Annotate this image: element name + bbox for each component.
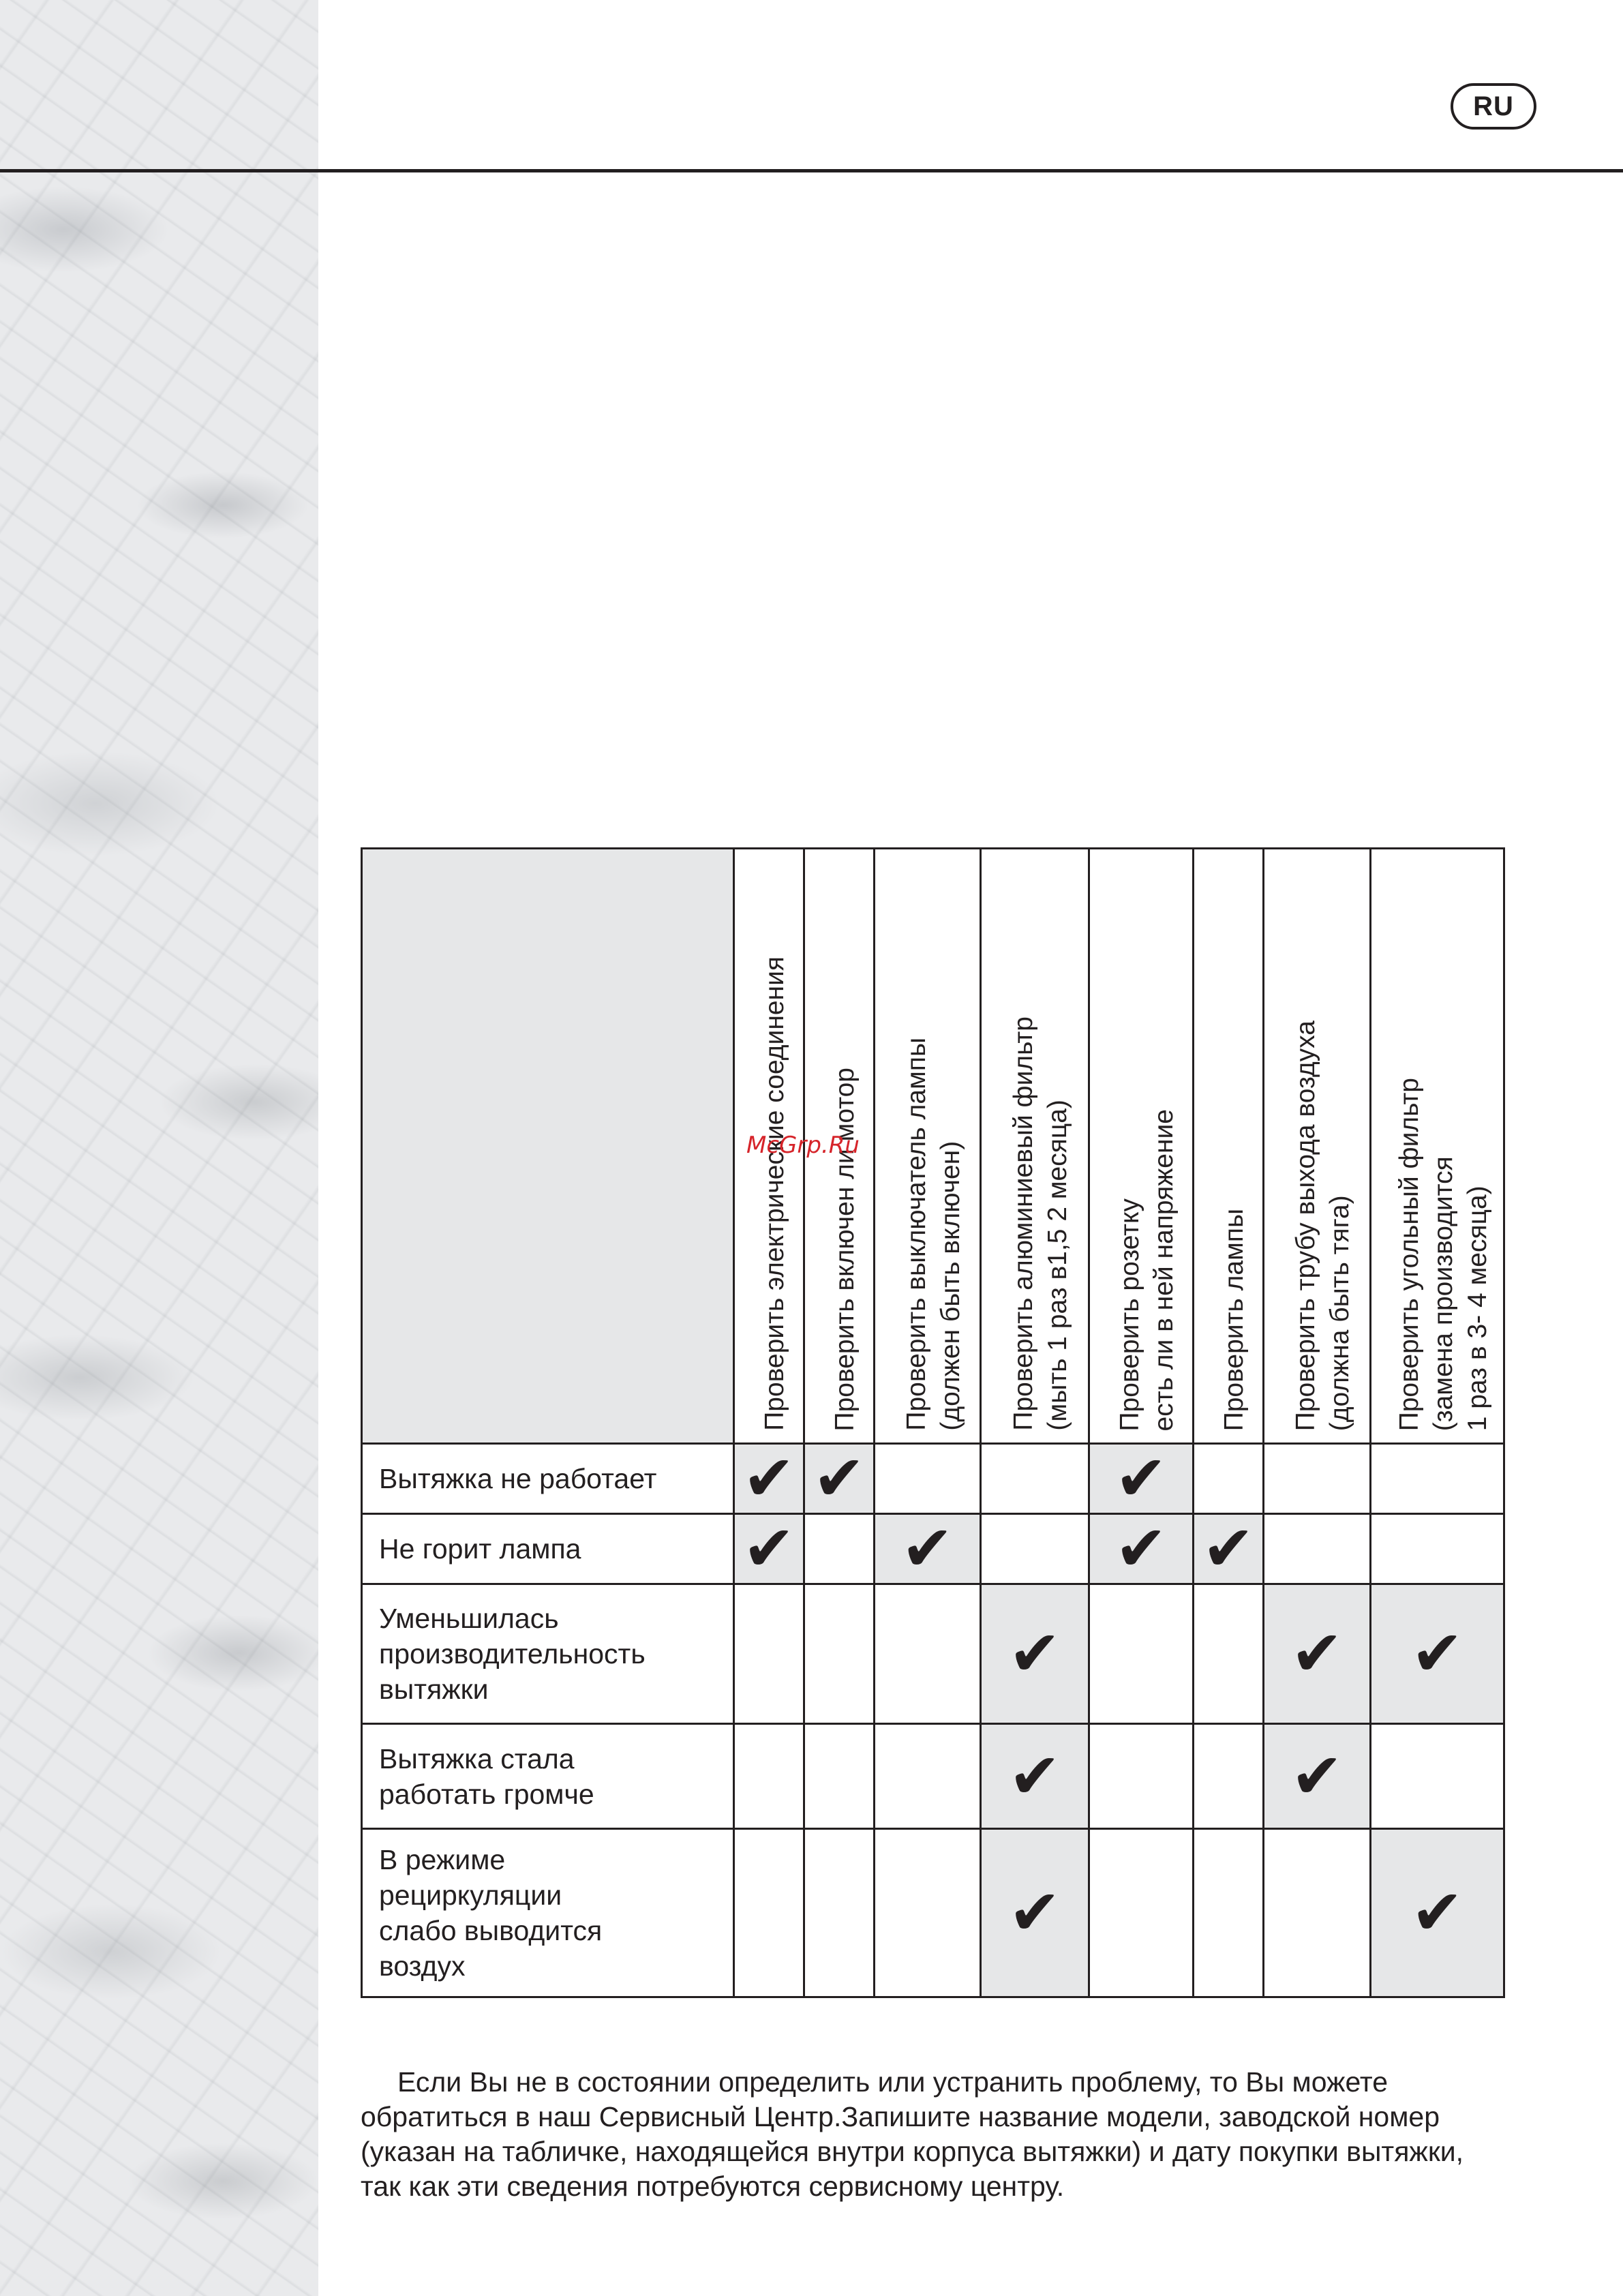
table-cell — [804, 1514, 875, 1584]
column-header — [981, 849, 1089, 1444]
table-cell — [1371, 1724, 1504, 1829]
row-label: Не горит лампа — [362, 1514, 734, 1584]
table-cell — [1371, 1829, 1504, 1997]
language-badge: RU — [1451, 83, 1536, 130]
table-cell — [875, 1444, 981, 1514]
table-cell — [875, 1829, 981, 1997]
row-label: Вытяжка стала работать громче — [362, 1724, 734, 1829]
column-header-label: Проверить электрические соединения — [760, 956, 789, 1431]
table-cell — [1264, 1584, 1371, 1724]
column-header — [1089, 849, 1194, 1444]
table-cell — [734, 1514, 804, 1584]
table-cell — [804, 1584, 875, 1724]
table-row — [362, 1584, 1504, 1724]
table-cell — [1194, 1444, 1264, 1514]
column-header-label: Проверить угольный фильтр (замена производится 1 раз в 3- 4 месяца) — [1394, 1077, 1492, 1431]
table-cell — [1194, 1514, 1264, 1584]
table-header-row — [362, 849, 1504, 1444]
table-row — [362, 1724, 1504, 1829]
checkmark-icon: ✔ — [1008, 1876, 1061, 1949]
watermark: McGrp.Ru — [746, 1132, 860, 1159]
table-cell — [1371, 1444, 1504, 1514]
column-header-label: Проверить лампы — [1219, 1208, 1249, 1431]
table-cell — [804, 1444, 875, 1514]
table-cell — [981, 1829, 1089, 1997]
table-cell — [734, 1584, 804, 1724]
column-header — [1264, 849, 1371, 1444]
checkmark-icon: ✔ — [1114, 1442, 1168, 1515]
table-cell — [1264, 1724, 1371, 1829]
table-cell — [734, 1444, 804, 1514]
footer-note: Если Вы не в состоянии определить или устранить проблему, то Вы можете обратиться в наш Сервисный Центр.Запишите название модели, заводской номер (указан на табличке, находящейся внутри корпуса вытяжки) и дату покупки вытяжки, так как эти сведения потребуются сервисному центру. — [361, 2066, 1464, 2202]
checkmark-icon: ✔ — [742, 1442, 795, 1515]
table-cell — [981, 1724, 1089, 1829]
table-cell — [981, 1514, 1089, 1584]
checkmark-icon: ✔ — [1202, 1512, 1255, 1585]
marble-side-panel — [0, 0, 318, 2296]
table-cell — [804, 1829, 875, 1997]
checkmark-icon: ✔ — [1008, 1617, 1061, 1690]
table-cell — [1089, 1584, 1194, 1724]
table-cell — [1194, 1829, 1264, 1997]
row-label: В режиме рециркуляции слабо выводится воздух — [362, 1829, 734, 1997]
checkmark-icon: ✔ — [1008, 1739, 1061, 1813]
table-row — [362, 1514, 1504, 1584]
checkmark-icon: ✔ — [1114, 1512, 1168, 1585]
table-cell — [1194, 1724, 1264, 1829]
column-header-label: Проверить включен ли мотор — [830, 1067, 860, 1431]
header-divider — [0, 169, 1623, 172]
table-cell — [875, 1724, 981, 1829]
column-header — [875, 849, 981, 1444]
table-cell — [875, 1584, 981, 1724]
table-cell — [1371, 1584, 1504, 1724]
table-cell — [981, 1584, 1089, 1724]
checkmark-icon: ✔ — [742, 1512, 795, 1585]
table-row — [362, 1444, 1504, 1514]
checkmark-icon: ✔ — [900, 1512, 954, 1585]
troubleshooting-table — [361, 847, 1505, 1998]
row-label: Вытяжка не работает — [362, 1444, 734, 1514]
table-cell — [804, 1724, 875, 1829]
table-cell — [875, 1514, 981, 1584]
table-cell — [734, 1829, 804, 1997]
column-header-label: Проверить выключатель лампы (должен быть включен) — [901, 1038, 965, 1431]
table-cell — [1089, 1514, 1194, 1584]
table-corner-cell — [362, 849, 734, 1444]
column-header-label: Проверить алюминиевый фильтр (мыть 1 раз в1,5 2 месяца) — [1009, 1016, 1072, 1431]
checkmark-icon: ✔ — [1290, 1617, 1344, 1690]
table-cell — [1089, 1724, 1194, 1829]
table-cell — [1264, 1829, 1371, 1997]
table-cell — [981, 1444, 1089, 1514]
table-cell — [1264, 1514, 1371, 1584]
table-cell — [734, 1724, 804, 1829]
table-body — [362, 1444, 1504, 1997]
table-cell — [1089, 1444, 1194, 1514]
table-cell — [1371, 1514, 1504, 1584]
checkmark-icon: ✔ — [1410, 1876, 1464, 1949]
column-header — [1194, 849, 1264, 1444]
table-cell — [1194, 1584, 1264, 1724]
column-header-label: Проверить трубу выхода воздуха (должна быть тяга) — [1291, 1020, 1354, 1431]
column-header — [1371, 849, 1504, 1444]
checkmark-icon: ✔ — [1290, 1739, 1344, 1813]
column-header-label: Проверить розетку есть ли в ней напряжение — [1115, 1108, 1179, 1431]
table-cell — [1089, 1829, 1194, 1997]
row-label: Уменьшилась производительность вытяжки — [362, 1584, 734, 1724]
table-cell — [1264, 1444, 1371, 1514]
table-row — [362, 1829, 1504, 1997]
checkmark-icon: ✔ — [1410, 1617, 1464, 1690]
checkmark-icon: ✔ — [813, 1442, 866, 1515]
